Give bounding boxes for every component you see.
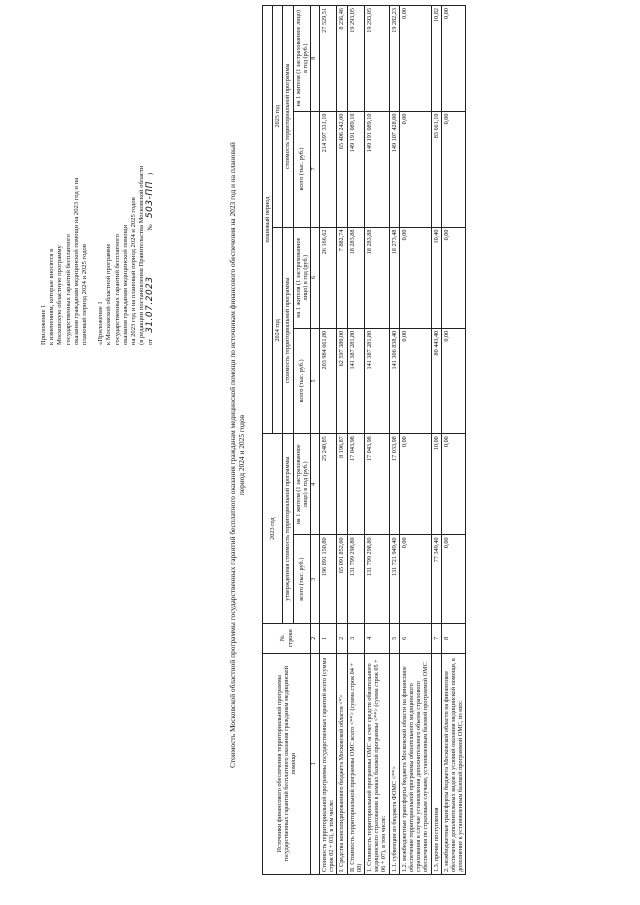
date-prefix: от bbox=[147, 338, 155, 345]
row-number: 8 bbox=[441, 624, 466, 654]
per-capita-2024: 18 283,88 bbox=[365, 227, 390, 328]
total-2023: 0,00 bbox=[399, 535, 431, 624]
table-row bbox=[337, 6, 347, 875]
column-index: 3 bbox=[311, 535, 320, 624]
row-number: 1 bbox=[320, 624, 337, 654]
per-capita-2025: 10,82 bbox=[431, 6, 441, 112]
header-total-2025: всего (тыс. руб.) bbox=[293, 111, 310, 227]
column-index: 7 bbox=[311, 111, 320, 227]
resolution-reference bbox=[146, 15, 155, 345]
appendix-line: Московскую областную программу bbox=[56, 245, 64, 345]
total-2023: 0,00 bbox=[441, 535, 466, 624]
title-line-2: период 2024 и 2025 годов bbox=[237, 414, 246, 496]
header-approved-cost: утвержденная стоимость территориальной программы bbox=[283, 434, 293, 624]
table-row bbox=[365, 6, 390, 875]
appendix-header bbox=[40, 15, 156, 345]
column-index: 2 bbox=[311, 624, 320, 654]
header-per-capita-2023: на 1 жителя (1 застрахованное лицо) в год (руб.) bbox=[293, 434, 310, 535]
per-capita-2025: 0,00 bbox=[399, 6, 431, 112]
total-2023: 131 799 298,80 bbox=[347, 535, 364, 624]
title-line-1: Стоимость Московской областной программы государственных гарантий бесплатного оказания гражданам медицинской помощи по источникам финансового обеспечения на 2023 год и на плановый bbox=[228, 142, 237, 768]
total-2024: 203 984 661,80 bbox=[320, 328, 337, 433]
total-2024: 62 597 380,00 bbox=[337, 328, 347, 433]
total-2025: 149 191 089,10 bbox=[365, 111, 390, 227]
total-2025: 149 191 089,10 bbox=[347, 111, 364, 227]
per-capita-2023: 17 043,98 bbox=[365, 434, 390, 535]
resolution-number: 503-ПП bbox=[145, 181, 156, 219]
per-capita-2024: 10,40 bbox=[431, 227, 441, 328]
per-capita-2025: 19 293,05 bbox=[347, 6, 364, 112]
column-index: 6 bbox=[311, 227, 320, 328]
per-capita-2024: 0,00 bbox=[399, 227, 431, 328]
header-total-2023: всего (тыс. руб.) bbox=[293, 535, 310, 624]
total-2025: 83 661,10 bbox=[431, 111, 441, 227]
total-2024: 141 387 281,80 bbox=[365, 328, 390, 433]
total-2024: 80 443,40 bbox=[431, 328, 441, 433]
header-2023: 2023 год bbox=[263, 434, 283, 624]
column-index: 4 bbox=[311, 434, 320, 535]
header-2025: 2025 год bbox=[273, 6, 283, 228]
row-name: 1.2. межбюджетные трансферты бюджета Московской области на финансовое обеспечение территориальной программы обязательного медицинского страхования в случае установления дополнительного объема страхового обеспечения по страховым случаям, установленным базовой программой ОМС bbox=[399, 653, 431, 874]
header-source: Источники финансового обеспечения территориальной программы государственных гарантий бесплатного оказания гражданам медицинской помощи bbox=[263, 653, 311, 874]
total-2023: 77 349,40 bbox=[431, 535, 441, 624]
number-label: № bbox=[147, 224, 155, 231]
row-number: 4 bbox=[365, 624, 390, 654]
per-capita-2023: 0,00 bbox=[399, 434, 431, 535]
header-cost-2025: стоимость территориальной программы bbox=[283, 6, 293, 228]
per-capita-2023: 10,00 bbox=[431, 434, 441, 535]
per-capita-2025: 0,00 bbox=[441, 6, 466, 112]
row-name: 1.3. прочие поступления bbox=[431, 653, 441, 874]
header-cost-2024: стоимость территориальной программы bbox=[283, 227, 293, 434]
total-2025: 0,00 bbox=[399, 111, 431, 227]
row-number: 7 bbox=[431, 624, 441, 654]
column-index: 1 bbox=[311, 653, 320, 874]
total-2023: 131 721 949,40 bbox=[389, 535, 399, 624]
per-capita-2023: 17 043,98 bbox=[347, 434, 364, 535]
total-2024: 0,00 bbox=[441, 328, 466, 433]
per-capita-2024: 18 273,48 bbox=[389, 227, 399, 328]
per-capita-2025: 8 236,46 bbox=[337, 6, 347, 112]
per-capita-2024: 7 882,74 bbox=[337, 227, 347, 328]
header-total-2024: всего (тыс. руб.) bbox=[293, 328, 310, 433]
total-2023: 196 891 150,80 bbox=[320, 535, 337, 624]
per-capita-2024: 0,00 bbox=[441, 227, 466, 328]
quote-line: «Приложение 1 bbox=[97, 301, 105, 345]
appendix-line: Приложение 1 bbox=[40, 304, 47, 345]
quote-line: на 2023 год и на плановый период 2024 и 2025 годов bbox=[130, 197, 138, 345]
column-index: 5 bbox=[311, 328, 320, 433]
column-index-row bbox=[311, 6, 320, 875]
table-row bbox=[441, 6, 466, 875]
header-2024: 2024 год bbox=[273, 227, 283, 434]
total-2025: 214 597 331,10 bbox=[320, 111, 337, 227]
row-number: 5 bbox=[389, 624, 399, 654]
closing-paren: ) bbox=[147, 172, 155, 176]
total-2024: 0,00 bbox=[399, 328, 431, 433]
row-name: 1.1. субвенции из бюджета ФОМС <**> bbox=[389, 653, 399, 874]
total-2025: 149 107 428,00 bbox=[389, 111, 399, 227]
total-2024: 141 387 281,80 bbox=[347, 328, 364, 433]
document-title bbox=[228, 35, 246, 875]
per-capita-2023: 25 240,85 bbox=[320, 434, 337, 535]
quote-line: к Московской областной программе bbox=[105, 243, 113, 345]
resolution-date: 31.07.2023 bbox=[145, 276, 156, 333]
header-per-capita-2024: на 1 жителя (1 застрахованное лицо) в год (руб.) bbox=[293, 227, 310, 328]
row-name: Стоимость территориальной программы государственных гарантий всего (сумма строк 02 + 03), в том числе: bbox=[320, 653, 337, 874]
row-name: II. Стоимость территориальной программы ОМС всего <**> (сумма строк 04 + 08) bbox=[347, 653, 364, 874]
appendix-line: плановый период 2024 и 2025 годов bbox=[81, 244, 89, 345]
row-number: 3 bbox=[347, 624, 364, 654]
appendix-line: оказания гражданам медицинской помощи на 2023 год и на bbox=[72, 177, 80, 345]
per-capita-2023: 0,00 bbox=[441, 434, 466, 535]
per-capita-2024: 26 166,62 bbox=[320, 227, 337, 328]
header-per-capita-2025: на 1 жителя (1 застрахованное лицо) в год (руб.) bbox=[293, 6, 310, 112]
per-capita-2023: 8 196,87 bbox=[337, 434, 347, 535]
per-capita-2023: 17 033,98 bbox=[389, 434, 399, 535]
total-2025: 65 406 242,00 bbox=[337, 111, 347, 227]
row-name: I. Средства консолидированного бюджета Московской области <*> bbox=[337, 653, 347, 874]
row-name: 1. Стоимость территориальной программы ОМС за счет средств обязательного медицинского страхования в рамках базовой программы <**> (сумма строк 05 + 06 + 07), в том числе: bbox=[365, 653, 390, 874]
column-index: 8 bbox=[311, 6, 320, 112]
per-capita-2024: 18 283,88 bbox=[347, 227, 364, 328]
row-number: 6 bbox=[399, 624, 431, 654]
quote-line: оказания гражданам медицинской помощи bbox=[121, 224, 129, 345]
total-2023: 65 091 852,00 bbox=[337, 535, 347, 624]
row-number: 2 bbox=[337, 624, 347, 654]
per-capita-2025: 19 282,23 bbox=[389, 6, 399, 112]
appendix-line: государственных гарантий бесплатного bbox=[64, 234, 72, 345]
table-row bbox=[399, 6, 431, 875]
table-row bbox=[347, 6, 364, 875]
per-capita-2025: 27 529,51 bbox=[320, 6, 337, 112]
total-2025: 0,00 bbox=[441, 111, 466, 227]
per-capita-2025: 19 293,05 bbox=[365, 6, 390, 112]
table-row bbox=[320, 6, 337, 875]
row-name: 2. межбюджетные трансферты бюджета Московской области на финансовое обеспечение дополнительных видов и условий оказания медицинской помощи, в дополнение к установленным базовой программой ОМС, из них: bbox=[441, 653, 466, 874]
header-planned-period: плановый период bbox=[263, 6, 273, 434]
header-row-number: № строки bbox=[263, 624, 311, 654]
total-2024: 141 306 838,40 bbox=[389, 328, 399, 433]
financing-table bbox=[262, 5, 466, 875]
quote-line: государственных гарантий бесплатного bbox=[113, 234, 121, 345]
appendix-line: к изменениям, которые вносятся в bbox=[48, 248, 56, 345]
table-row bbox=[431, 6, 441, 875]
table-row bbox=[389, 6, 399, 875]
total-2023: 131 799 298,80 bbox=[365, 535, 390, 624]
quote-line: (в редакции постановления Правительства Московской области bbox=[138, 165, 146, 345]
